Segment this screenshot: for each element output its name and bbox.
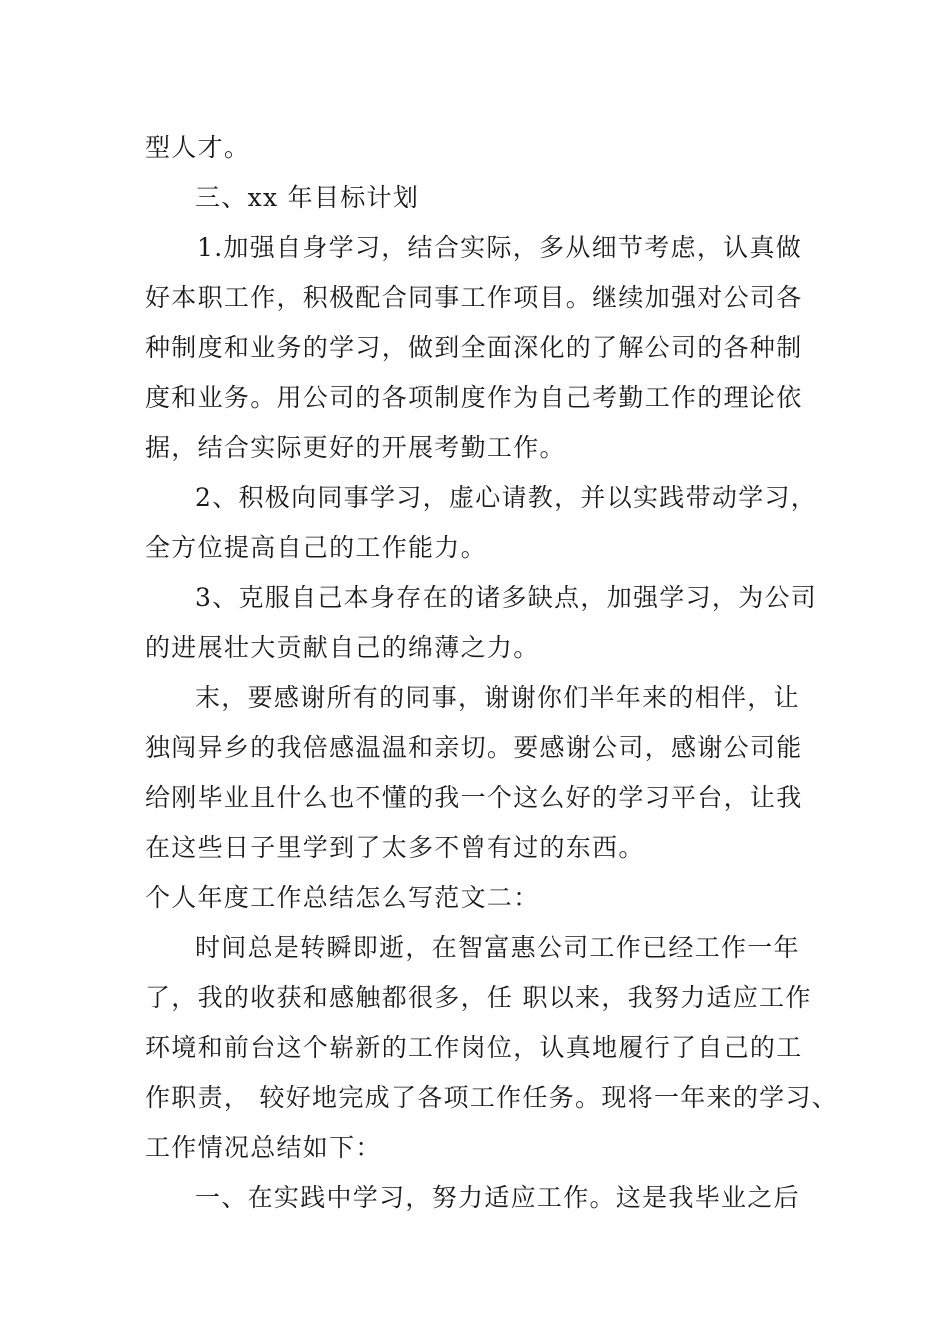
text-line: 种制度和业务的学习，做到全面深化的了解公司的各种制 — [145, 333, 803, 362]
text-line: 时间总是转瞬即逝，在智富惠公司工作已经工作一年 — [195, 933, 800, 962]
text-line: 型人才。 — [145, 133, 251, 162]
text-line: 2、积极向同事学习，虚心请教，并以实践带动学习， — [195, 483, 818, 512]
text-line: 好本职工作，积极配合同事工作项目。继续加强对公司各 — [145, 283, 803, 312]
text-line: 的进展壮大贡献自己的绵薄之力。 — [145, 633, 540, 662]
text-line: 据，结合实际更好的开展考勤工作。 — [145, 433, 566, 462]
text-line: 给刚毕业且什么也不懂的我一个这么好的学习平台，让我 — [145, 783, 803, 812]
text-line: 末，要感谢所有的同事，谢谢你们半年来的相伴，让 — [195, 683, 800, 712]
text-line: 作职责， 较好地完成了各项工作任务。现将一年来的学习、 — [145, 1083, 839, 1112]
text-line: 在这些日子里学到了太多不曾有过的东西。 — [145, 833, 645, 862]
section-heading: 三、xx 年目标计划 — [195, 183, 420, 212]
text-line: 环境和前台这个崭新的工作岗位，认真地履行了自己的工 — [145, 1033, 803, 1062]
text-line: 全方位提高自己的工作能力。 — [145, 533, 487, 562]
article-title: 个人年度工作总结怎么写范文二： — [145, 883, 540, 912]
section-heading: 一、在实践中学习，努力适应工作。这是我毕业之后 — [195, 1183, 800, 1212]
text-line: 度和业务。用公司的各项制度作为自己考勤工作的理论依 — [145, 383, 803, 412]
text-line: 工作情况总结如下： — [145, 1133, 382, 1162]
text-line: 3、克服自己本身存在的诸多缺点，加强学习，为公司 — [195, 583, 818, 612]
text-line: 了，我的收获和感触都很多，任 职以来，我努力适应工作 — [145, 983, 812, 1012]
text-line: 独闯异乡的我倍感温温和亲切。要感谢公司，感谢公司能 — [145, 733, 803, 762]
text-line: 1.加强自身学习，结合实际，多从细节考虑，认真做 — [197, 233, 803, 262]
